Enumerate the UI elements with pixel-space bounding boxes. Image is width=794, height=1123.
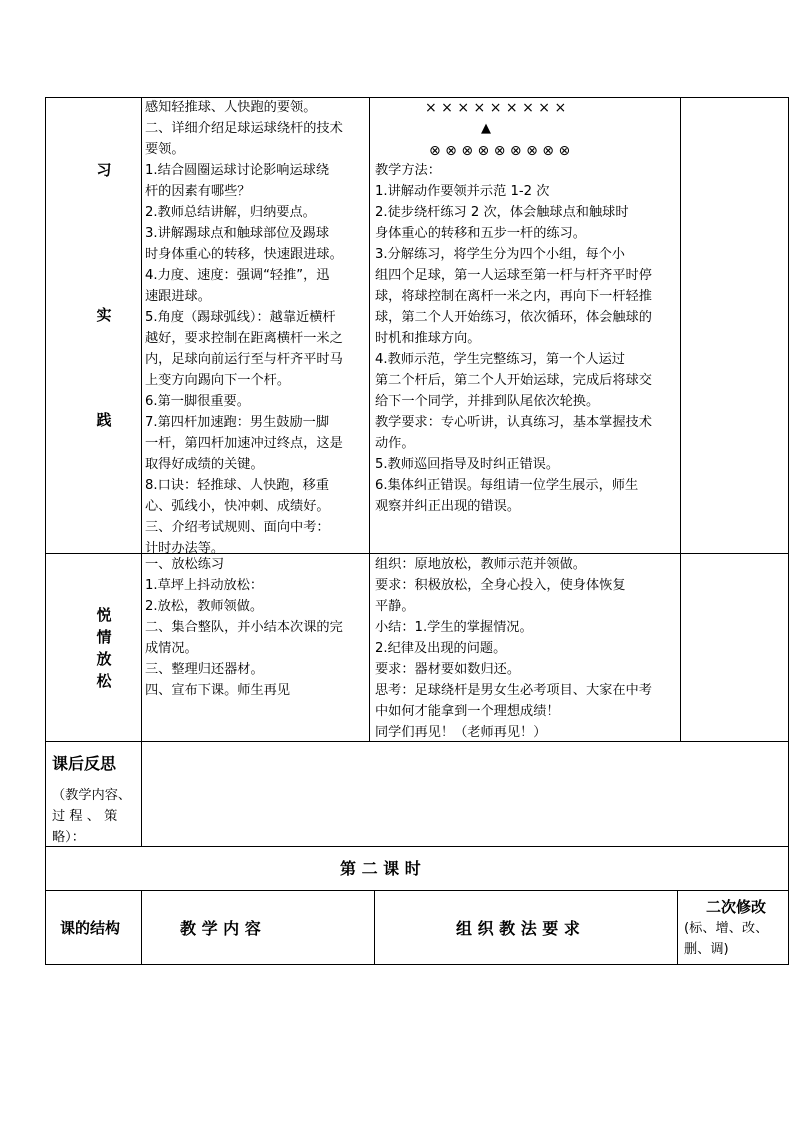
section-label-char: 习 <box>96 161 112 179</box>
content-line: 三、整理归还器材。 <box>145 662 264 677</box>
content-line: 要领。 <box>145 142 185 157</box>
method-line: 教学方法： <box>375 163 441 178</box>
content-line: 二、集合整队，并小结本次课的完 <box>145 620 343 635</box>
header-structure: 课的结构 <box>60 919 121 937</box>
reflection-sub: 过 程 、 策 <box>52 809 118 824</box>
content-line: 时身体重心的转移，快速跟进球。 <box>145 247 343 262</box>
content-line: 成情况。 <box>145 641 198 656</box>
header-revision-sub: 删、调) <box>684 942 729 957</box>
content-line: 计时办法等。 <box>145 541 225 556</box>
content-line: 7.第四杆加速跑：男生鼓励一脚 <box>145 415 330 430</box>
content-line: 速跟进球。 <box>145 289 211 304</box>
content-line: 上变方向踢向下一个杆。 <box>145 373 291 388</box>
method-line: 平静。 <box>375 599 415 614</box>
method-line: 小结：1.学生的掌握情况。 <box>375 620 533 635</box>
section-label-char: 情 <box>96 628 112 646</box>
content-line: 5.角度（踢球弧线）：越靠近横杆 <box>145 310 336 325</box>
method-line: 观察并纠正出现的错误。 <box>375 499 521 514</box>
method-line: 身体重心的转移和五步一杆的练习。 <box>375 226 586 241</box>
method-line: 中如何才能拿到一个理想成绩！ <box>375 704 560 719</box>
header-content: 教 学 内 容 <box>180 919 261 938</box>
content-line: 杆的因素有哪些？ <box>145 184 251 199</box>
header-revision-sub: (标、增、改、 <box>684 921 769 936</box>
reflection-sub: （教学内容、 <box>52 788 132 803</box>
section-label-char: 实 <box>96 306 112 324</box>
reflection-title: 课后反思 <box>52 754 117 773</box>
header-method: 组 织 教 法 要 求 <box>456 919 580 938</box>
method-line: 组织：原地放松，教师示范并领做。 <box>375 557 586 572</box>
method-line: 教学要求：专心听讲，认真练习，基本掌握技术 <box>375 415 652 430</box>
cross-marker-row: × × × × × × × × × <box>425 100 567 116</box>
content-line: 3.讲解踢球点和触球部位及踢球 <box>145 226 330 241</box>
col-divider <box>369 97 370 741</box>
method-line: 2.纪律及出现的问题。 <box>375 641 507 656</box>
header-revision-title: 二次修改 <box>706 898 767 916</box>
content-line: 心、弧线小，快冲刺、成绩好。 <box>145 499 330 514</box>
content-line: 6.第一脚很重要。 <box>145 394 250 409</box>
method-line: 球，将球控制在离杆一米之内，再向下一杆轻推 <box>375 289 652 304</box>
reflection-input-area[interactable] <box>142 742 788 846</box>
method-line: 2.徒步绕杆练习 2 次，体会触球点和触球时 <box>375 205 629 220</box>
content-line: 越好，要求控制在距离横杆一米之 <box>145 331 343 346</box>
col-divider <box>141 97 142 741</box>
method-line: 组四个足球，第一人运球至第一杆与杆齐平时停 <box>375 268 652 283</box>
section-label-char: 松 <box>96 672 112 690</box>
reflection-sub: 略）： <box>52 830 85 845</box>
table-border-bottom <box>45 964 789 965</box>
content-line: 取得好成绩的关键。 <box>145 457 264 472</box>
method-line: 球，第二个人开始练习，依次循环，体会触球的 <box>375 310 652 325</box>
lesson2-title: 第 二 课 时 <box>340 859 421 878</box>
content-line: 1.草坪上抖动放松： <box>145 578 264 593</box>
col-divider <box>677 890 678 964</box>
method-line: 时机和推球方向。 <box>375 331 481 346</box>
col-divider <box>374 890 375 964</box>
triangle-icon: ▲ <box>481 121 491 136</box>
content-line: 8.口诀：轻推球、人快跑，移重 <box>145 478 330 493</box>
col-divider <box>141 890 142 964</box>
method-line: 动作。 <box>375 436 415 451</box>
table-border-right <box>788 97 789 965</box>
table-border-left <box>45 97 46 965</box>
method-line: 同学们再见！（老师再见！） <box>375 725 547 740</box>
content-line: 四、宣布下课。师生再见 <box>145 683 291 698</box>
method-line: 6.集体纠正错误。每组请一位学生展示，师生 <box>375 478 639 493</box>
method-line: 第二个杆后，第二个人开始运球，完成后将球交 <box>375 373 652 388</box>
content-line: 一杆，第四杆加速冲过终点，这是 <box>145 436 343 451</box>
section-label-char: 放 <box>96 650 112 668</box>
col-divider <box>680 97 681 741</box>
row-divider <box>45 846 789 847</box>
method-line: 给下一个同学，并排到队尾依次轮换。 <box>375 394 600 409</box>
content-line: 一、放松练习 <box>145 557 225 572</box>
method-line: 思考：足球绕杆是男女生必考项目、大家在中考 <box>375 683 652 698</box>
content-line: 2.教师总结讲解，归纳要点。 <box>145 205 316 220</box>
method-line: 3.分解练习，将学生分为四个小组，每个小 <box>375 247 625 262</box>
content-line: 1.结合圆圈运球讨论影响运球绕 <box>145 163 330 178</box>
method-line: 要求：积极放松，全身心投入，使身体恢复 <box>375 578 626 593</box>
method-line: 1.讲解动作要领并示范 1-2 次 <box>375 184 550 199</box>
content-line: 二、详细介绍足球运球绕杆的技术 <box>145 121 343 136</box>
content-line: 2.放松，教师领做。 <box>145 599 264 614</box>
section-label-char: 悦 <box>96 606 112 624</box>
section-label-char: 践 <box>96 411 112 429</box>
method-line: 要求：器材要如数归还。 <box>375 662 521 677</box>
pole-marker-row: ⊗ ⊗ ⊗ ⊗ ⊗ ⊗ ⊗ ⊗ ⊗ <box>429 143 571 159</box>
content-line: 内，足球向前运行至与杆齐平时马 <box>145 352 343 367</box>
content-line: 三、介绍考试规则、面向中考： <box>145 520 330 535</box>
content-line: 感知轻推球、人快跑的要领。 <box>145 100 317 115</box>
method-line: 5.教师巡回指导及时纠正错误。 <box>375 457 560 472</box>
method-line: 4.教师示范，学生完整练习，第一个人运过 <box>375 352 625 367</box>
content-line: 4.力度、速度：强调“轻推”，迅 <box>145 268 330 283</box>
